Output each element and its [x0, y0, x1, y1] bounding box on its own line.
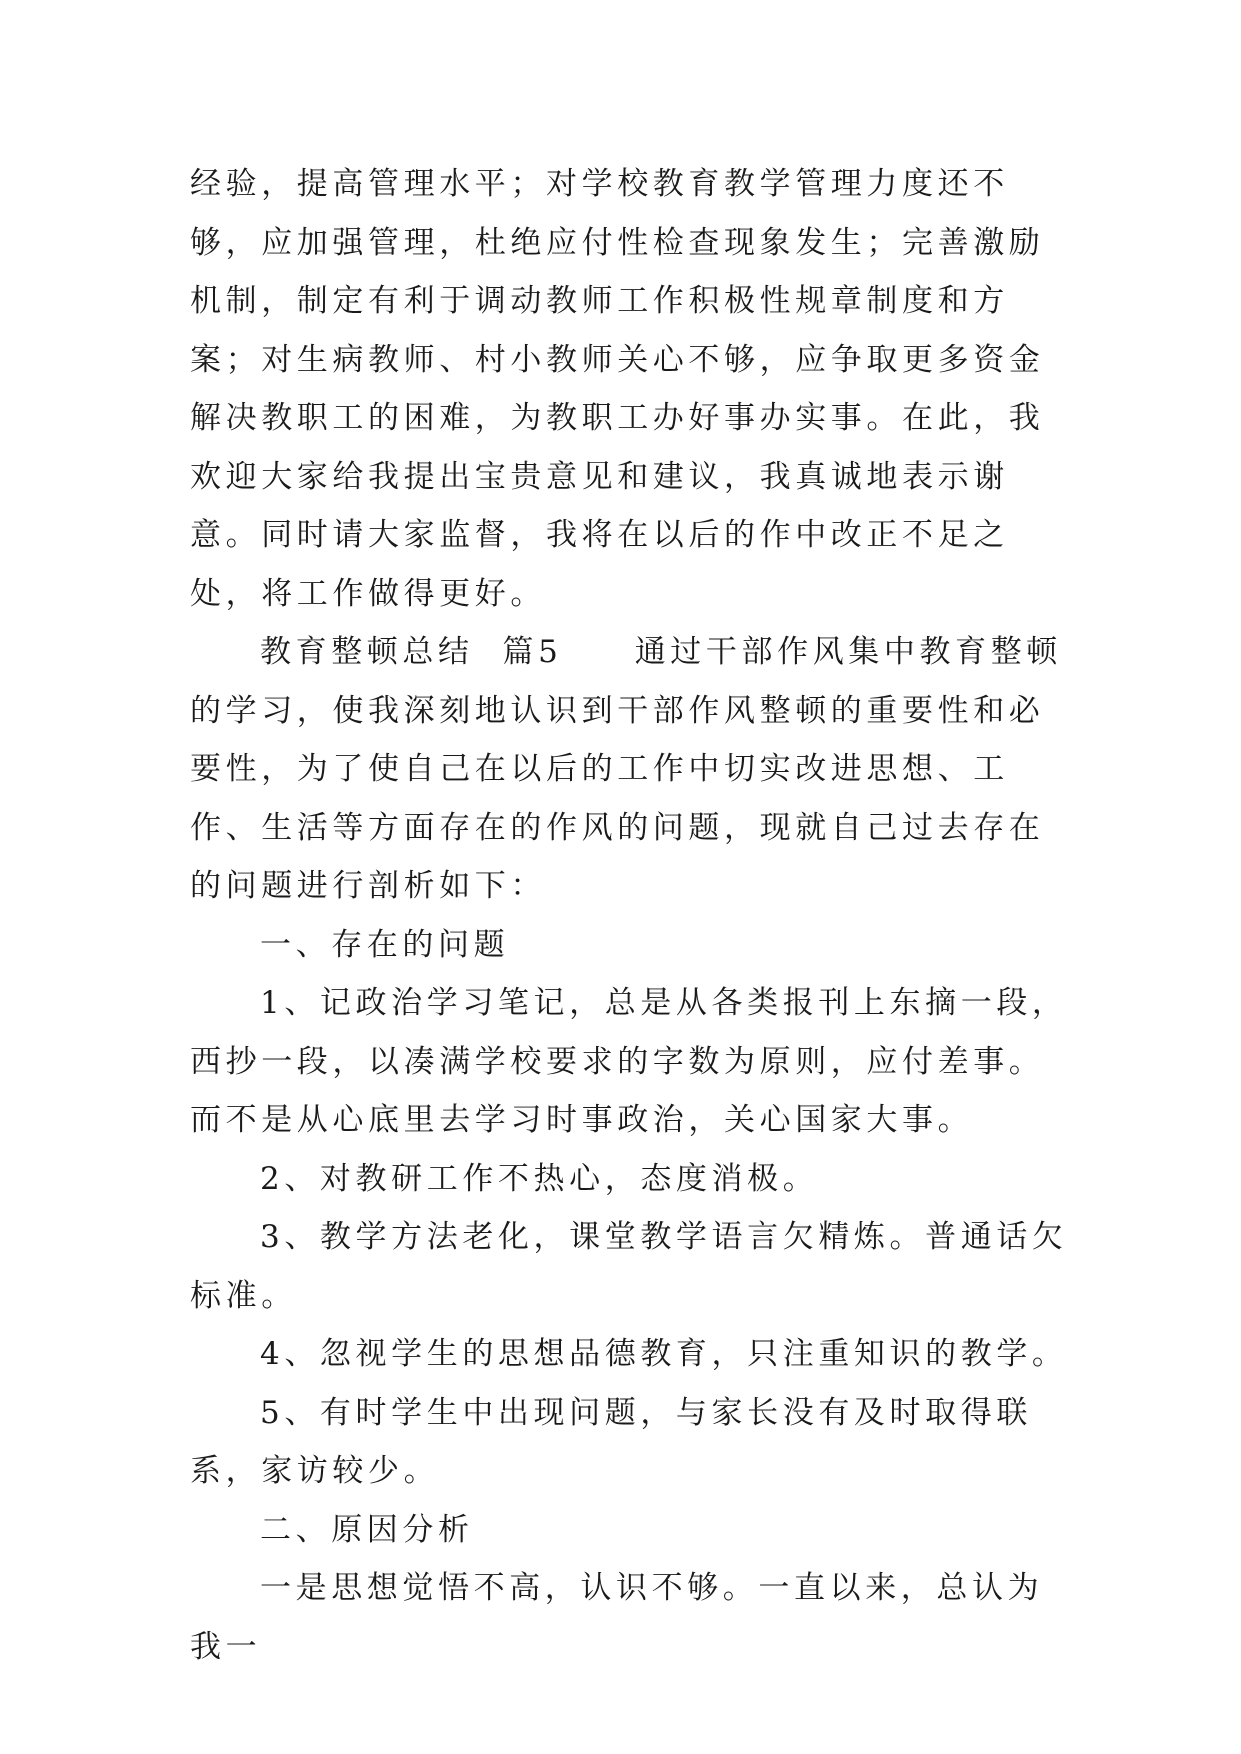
- paragraph-section-5-intro: 教育整顿总结 篇5 通过干部作风集中教育整顿的学习，使我深刻地认识到干部作风整顿的重要性和必要性，为了使自己在以后的工作中切实改进思想、工作、生活等方面存在的作风的问题，现就自己过去存在的问题进行剖析如下：: [190, 634, 1062, 904]
- paragraph-continuation: 经验，提高管理水平；对学校教育教学管理力度还不够，应加强管理，杜绝应付性检查现象发生；完善激励机制，制定有利于调动教师工作积极性规章制度和方案；对生病教师、村小教师关心不够，应争取更多资金解决教职工的困难，为教职工办好事办实事。在此，我欢迎大家给我提出宝贵意见和建议，我真诚地表示谢意。同时请大家监督，我将在以后的作中改正不足之处，将工作做得更好。: [190, 166, 1045, 612]
- heading-cause-analysis: 二、原因分析: [260, 1511, 474, 1548]
- document-body: [190, 155, 1070, 1676]
- heading-existing-problems: 一、存在的问题: [260, 926, 510, 963]
- problem-item-4: 4、忽视学生的思想品德教育，只注重知识的教学。: [260, 1336, 1068, 1372]
- problem-item-5: 5、有时学生中出现问题，与家长没有及时取得联系，家访较少。: [190, 1394, 1032, 1489]
- cause-item-1: 一是思想觉悟不高，认识不够。一直以来，总认为我一: [190, 1570, 1044, 1665]
- problem-item-3: 3、教学方法老化，课堂教学语言欠精炼。普通话欠标准。: [190, 1219, 1068, 1314]
- problem-item-2: 2、对教研工作不热心，态度消极。: [260, 1160, 819, 1197]
- problem-item-1: 1、记政治学习笔记，总是从各类报刊上东摘一段，西抄一段，以凑满学校要求的字数为原则，应付差事。而不是从心底里去学习时事政治，关心国家大事。: [190, 985, 1068, 1138]
